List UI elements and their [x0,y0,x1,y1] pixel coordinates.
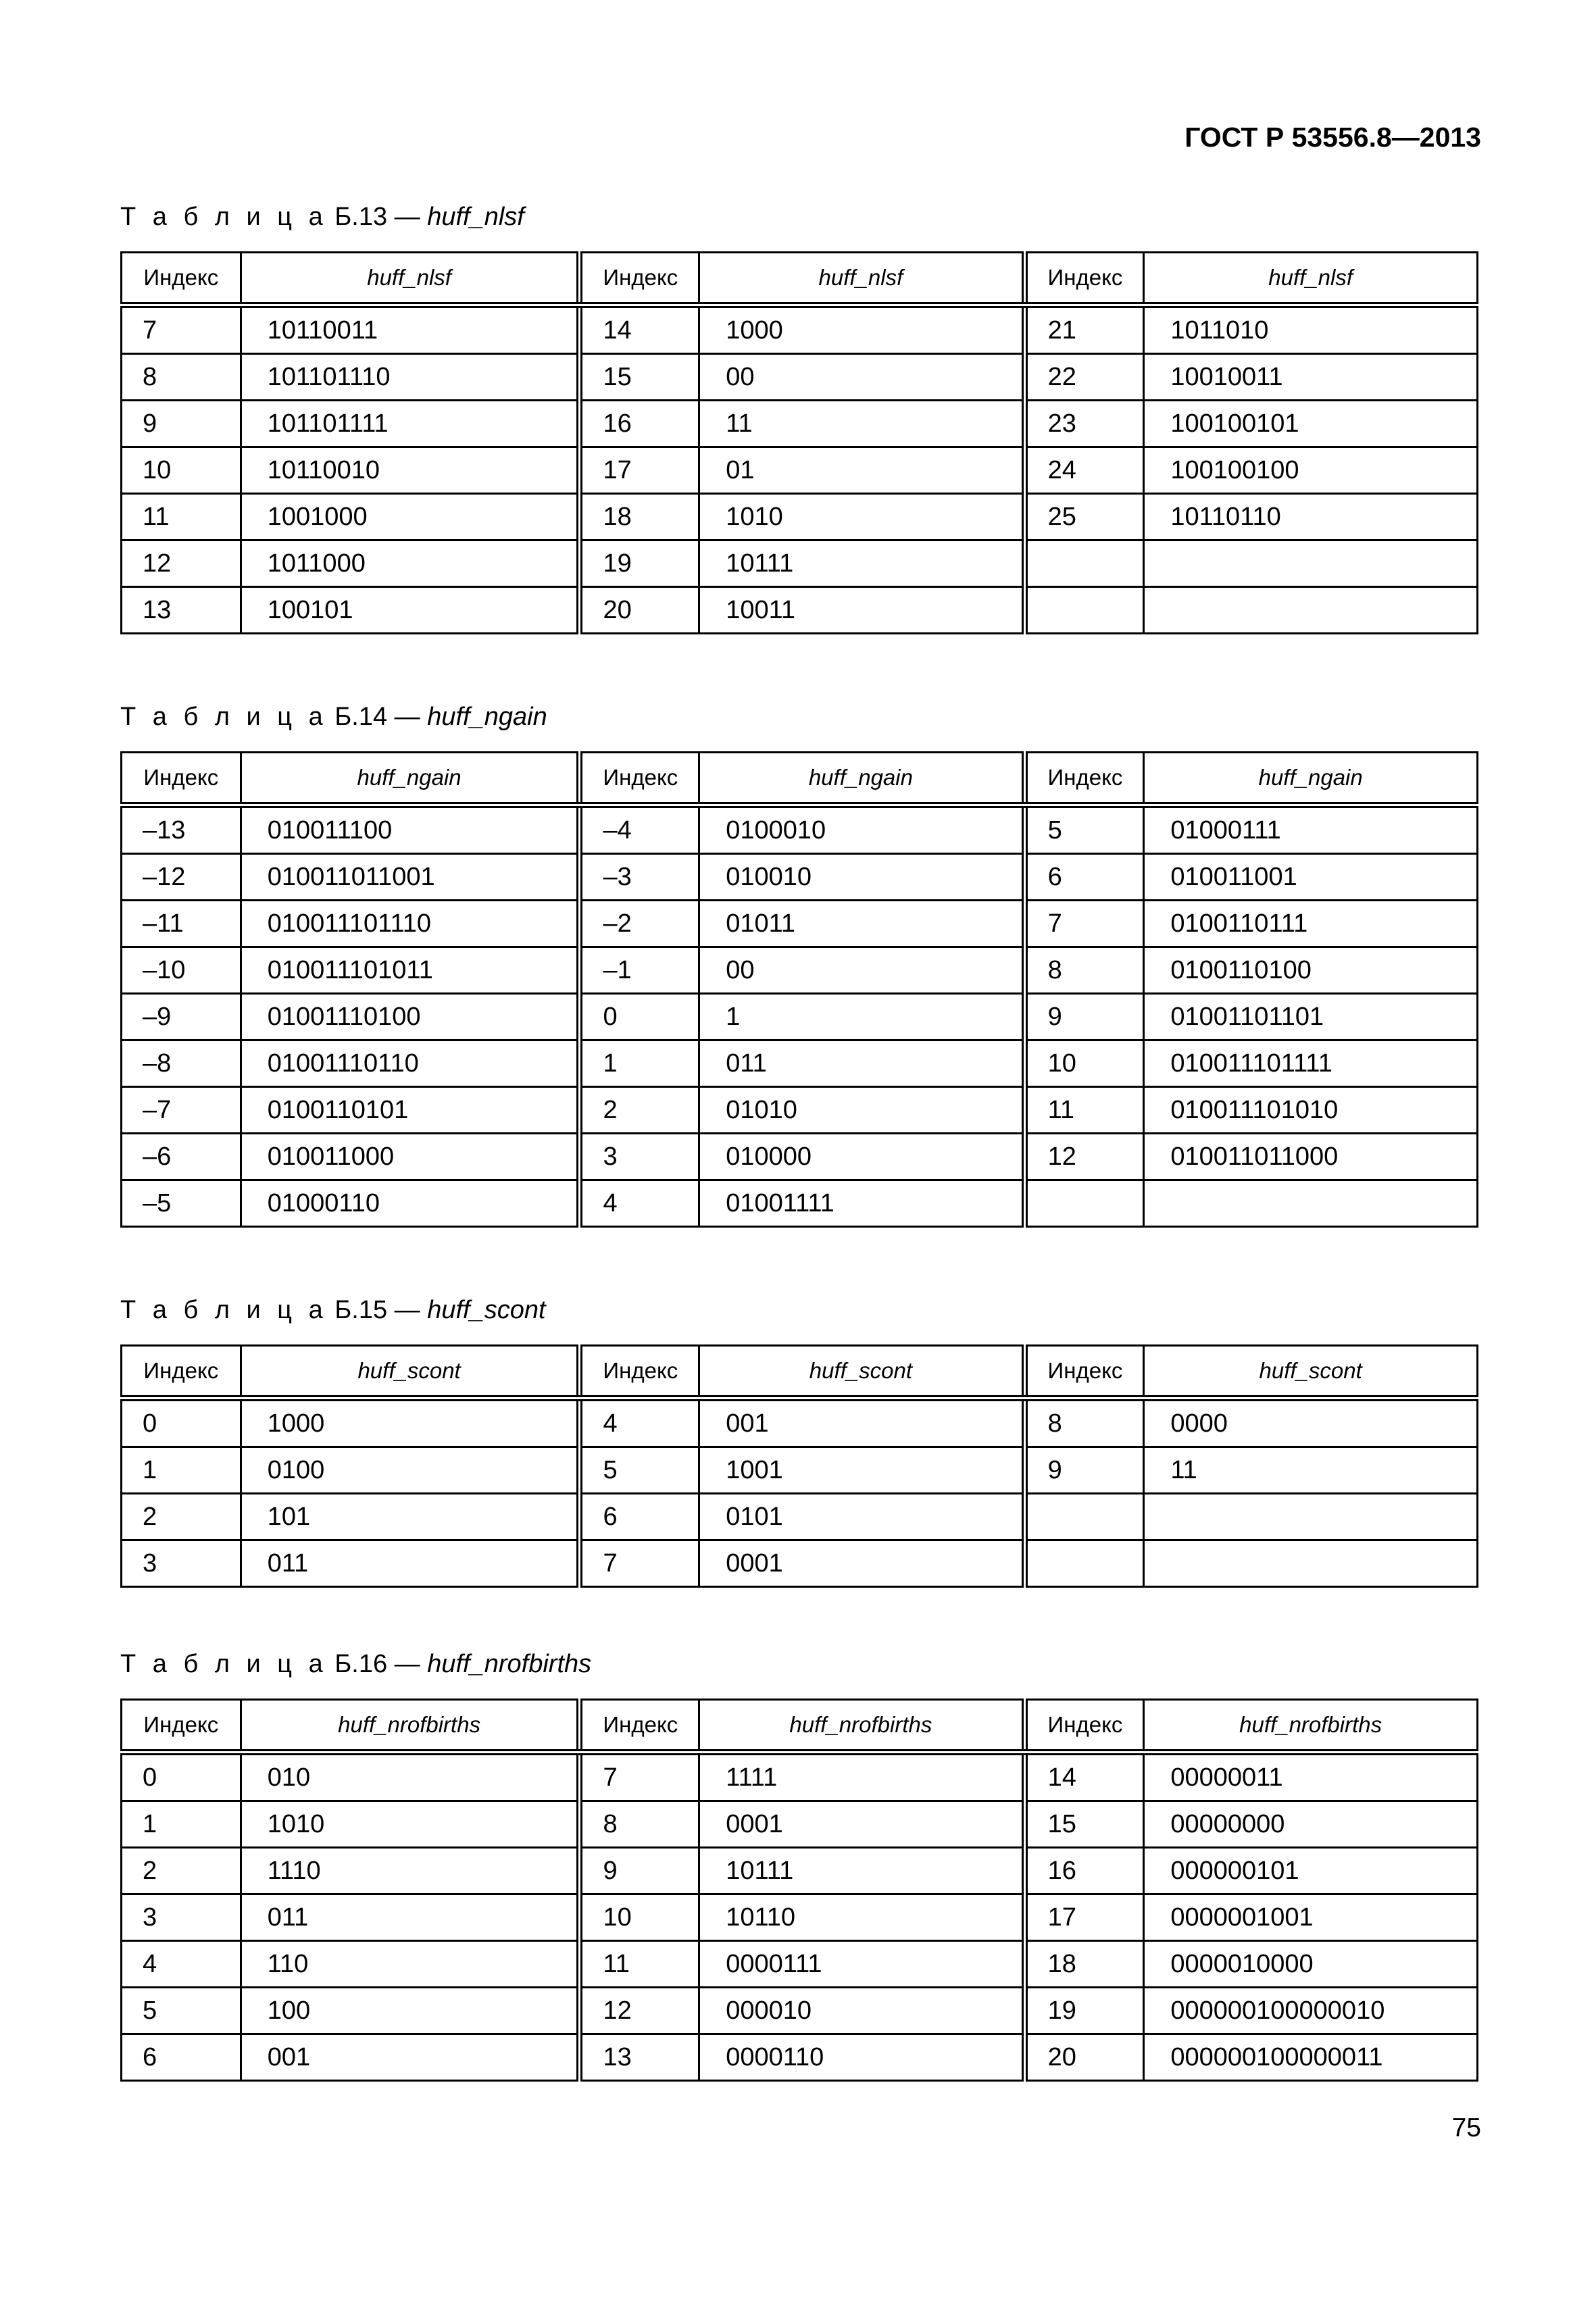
column-header-code: huff_nlsf [1144,253,1478,305]
caption-number: Б.14 — [334,703,420,731]
index-cell: 9 [580,1848,699,1894]
index-cell: 1 [122,1447,241,1494]
code-cell: 1010 [699,494,1024,540]
column-header-index: Индекс [1024,253,1144,305]
code-cell [1144,1540,1478,1587]
code-cell: 100100100 [1144,447,1478,494]
standard-designation: ГОСТ Р 53556.8—2013 [1184,122,1481,153]
table-caption [120,703,547,732]
index-cell: 10 [580,1894,699,1941]
code-cell: 011 [241,1540,580,1587]
index-cell: –5 [122,1180,241,1227]
index-cell: 14 [580,305,699,354]
code-cell: 01000111 [1144,805,1478,854]
code-cell: 011 [241,1894,580,1941]
index-cell: 4 [580,1180,699,1227]
index-cell: –3 [580,854,699,901]
table-row [122,1988,1478,2034]
code-cell: 0000001001 [1144,1894,1478,1941]
column-header-code: huff_nrofbirths [699,1700,1024,1753]
column-header-index: Индекс [1024,1346,1144,1399]
column-header-code: huff_scont [241,1346,580,1399]
code-cell: 00 [699,947,1024,994]
table-row [122,305,1478,354]
code-cell: 11 [1144,1447,1478,1494]
caption-name: huff_nlsf [427,203,524,231]
code-cell: 101 [241,1494,580,1540]
index-cell: 17 [1024,1894,1144,1941]
caption-name: huff_ngain [427,703,547,731]
index-cell: 7 [1024,901,1144,947]
index-cell: 20 [580,587,699,634]
index-cell: 10 [1024,1040,1144,1087]
code-cell: 1010 [241,1801,580,1848]
table-row [122,1134,1478,1180]
index-cell: –12 [122,854,241,901]
index-cell: 6 [580,1494,699,1540]
code-cell: 01000110 [241,1180,580,1227]
table-row [122,1399,1478,1447]
code-cell: 100101 [241,587,580,634]
code-cell [1144,587,1478,634]
index-cell: 6 [1024,854,1144,901]
code-table [120,251,1478,634]
table-row [122,1494,1478,1540]
code-cell: 100100101 [1144,401,1478,447]
column-header-index: Индекс [122,1700,241,1753]
code-cell: 01010 [699,1087,1024,1134]
code-cell: 00000011 [1144,1753,1478,1801]
code-cell: 0000110 [699,2034,1024,2081]
code-cell: 0100110111 [1144,901,1478,947]
code-cell: 01001110100 [241,994,580,1040]
code-cell: 0000 [1144,1399,1478,1447]
column-header-index: Индекс [580,753,699,805]
code-cell: 100 [241,1988,580,2034]
code-cell: 1000 [699,305,1024,354]
index-cell: 11 [580,1941,699,1988]
code-cell: 10111 [699,1848,1024,1894]
index-cell: 1 [122,1801,241,1848]
index-cell: 16 [580,401,699,447]
index-cell: 5 [1024,805,1144,854]
index-cell [1024,1540,1144,1587]
index-cell: –13 [122,805,241,854]
index-cell: –10 [122,947,241,994]
table-header-row [122,753,1478,805]
index-cell: 21 [1024,305,1144,354]
index-cell: 2 [122,1848,241,1894]
index-cell [1024,587,1144,634]
code-cell: 010011001 [1144,854,1478,901]
index-cell: 3 [580,1134,699,1180]
index-cell: 2 [122,1494,241,1540]
index-cell: 12 [1024,1134,1144,1180]
index-cell: 15 [1024,1801,1144,1848]
code-cell: 000000100000011 [1144,2034,1478,2081]
index-cell: 13 [580,2034,699,2081]
index-cell [1024,1494,1144,1540]
index-cell: 8 [1024,947,1144,994]
column-header-index: Индекс [122,253,241,305]
index-cell: 3 [122,1894,241,1941]
index-cell: 7 [580,1540,699,1587]
code-cell: 00 [699,354,1024,401]
code-cell: 0001 [699,1801,1024,1848]
caption-number: Б.16 — [334,1650,420,1678]
code-cell: 10110110 [1144,494,1478,540]
index-cell: –1 [580,947,699,994]
index-cell: 19 [1024,1988,1144,2034]
code-cell: 01001110110 [241,1040,580,1087]
code-cell: 010011011001 [241,854,580,901]
index-cell: –7 [122,1087,241,1134]
index-cell: –8 [122,1040,241,1087]
index-cell: 5 [122,1988,241,2034]
index-cell: 7 [580,1753,699,1801]
code-cell: 0100110101 [241,1087,580,1134]
code-cell: 1011010 [1144,305,1478,354]
code-cell: 010011101110 [241,901,580,947]
index-cell: –11 [122,901,241,947]
code-cell: 01001101101 [1144,994,1478,1040]
code-cell: 00000000 [1144,1801,1478,1848]
index-cell [1024,540,1144,587]
index-cell: 0 [580,994,699,1040]
index-cell: 12 [580,1988,699,2034]
index-cell: –2 [580,901,699,947]
column-header-code: huff_nrofbirths [1144,1700,1478,1753]
code-cell: 0000010000 [1144,1941,1478,1988]
column-header-index: Индекс [580,253,699,305]
code-cell: 010011000 [241,1134,580,1180]
code-cell: 01011 [699,901,1024,947]
table-row [122,447,1478,494]
column-header-code: huff_scont [1144,1346,1478,1399]
index-cell: 9 [1024,1447,1144,1494]
index-cell: 7 [122,305,241,354]
code-cell: 010011101011 [241,947,580,994]
code-cell: 010011101010 [1144,1087,1478,1134]
column-header-index: Индекс [122,753,241,805]
code-cell [1144,1494,1478,1540]
code-cell: 0101 [699,1494,1024,1540]
index-cell: 3 [122,1540,241,1587]
table-caption [120,1650,591,1679]
table-row [122,540,1478,587]
table-row [122,1180,1478,1227]
table-row [122,805,1478,854]
index-cell: 15 [580,354,699,401]
index-cell: 12 [122,540,241,587]
code-table [120,1344,1478,1588]
table-row [122,1447,1478,1494]
column-header-code: huff_ngain [699,753,1024,805]
column-header-code: huff_nrofbirths [241,1700,580,1753]
code-cell: 11 [699,401,1024,447]
caption-label: Т а б л и ц а [120,1296,328,1324]
index-cell: 6 [122,2034,241,2081]
table-header-row [122,1700,1478,1753]
index-cell: 17 [580,447,699,494]
index-cell: 13 [122,587,241,634]
column-header-code: huff_nlsf [241,253,580,305]
code-cell: 0100110100 [1144,947,1478,994]
table-row [122,994,1478,1040]
code-cell: 1011000 [241,540,580,587]
column-header-index: Индекс [122,1346,241,1399]
index-cell: 14 [1024,1753,1144,1801]
index-cell [1024,1180,1144,1227]
code-cell: 0001 [699,1540,1024,1587]
code-cell: 010011101111 [1144,1040,1478,1087]
code-cell: 10111 [699,540,1024,587]
code-cell [1144,540,1478,587]
index-cell: 8 [580,1801,699,1848]
index-cell: 20 [1024,2034,1144,2081]
index-cell: 23 [1024,401,1144,447]
code-cell: 101101111 [241,401,580,447]
code-cell: 010011011000 [1144,1134,1478,1180]
table-row [122,1941,1478,1988]
table-row [122,854,1478,901]
code-cell: 011 [699,1040,1024,1087]
code-cell: 1110 [241,1848,580,1894]
index-cell: 10 [122,447,241,494]
column-header-code: huff_nlsf [699,253,1024,305]
index-cell: 18 [1024,1941,1144,1988]
code-table [120,751,1478,1228]
table-row [122,587,1478,634]
code-cell: 010010 [699,854,1024,901]
caption-label: Т а б л и ц а [120,203,328,231]
code-cell: 010 [241,1753,580,1801]
column-header-index: Индекс [1024,753,1144,805]
column-header-code: huff_ngain [1144,753,1478,805]
index-cell: 5 [580,1447,699,1494]
code-cell: 10110010 [241,447,580,494]
index-cell: 1 [580,1040,699,1087]
code-cell: 1001 [699,1447,1024,1494]
code-cell: 000010 [699,1988,1024,2034]
table-row [122,494,1478,540]
column-header-code: huff_scont [699,1346,1024,1399]
code-cell: 0000111 [699,1941,1024,1988]
code-cell: 1 [699,994,1024,1040]
code-cell: 000000100000010 [1144,1988,1478,2034]
table-caption [120,1296,546,1325]
code-cell: 0100 [241,1447,580,1494]
index-cell: 8 [122,354,241,401]
code-cell: 10110011 [241,305,580,354]
column-header-code: huff_ngain [241,753,580,805]
table-row [122,947,1478,994]
index-cell: 9 [1024,994,1144,1040]
index-cell: 4 [122,1941,241,1988]
caption-name: huff_scont [427,1296,546,1324]
index-cell: 11 [1024,1087,1144,1134]
code-cell: 01001111 [699,1180,1024,1227]
table-header-row [122,1346,1478,1399]
code-cell: 1001000 [241,494,580,540]
index-cell: 8 [1024,1399,1144,1447]
table-row [122,1848,1478,1894]
index-cell: 11 [122,494,241,540]
code-cell: 1000 [241,1399,580,1447]
code-cell: 1111 [699,1753,1024,1801]
code-cell: 10011 [699,587,1024,634]
column-header-index: Индекс [1024,1700,1144,1753]
index-cell: 19 [580,540,699,587]
table-row [122,354,1478,401]
index-cell: 24 [1024,447,1144,494]
table-header-row [122,253,1478,305]
code-cell: 000000101 [1144,1848,1478,1894]
caption-name: huff_nrofbirths [427,1650,592,1678]
column-header-index: Индекс [580,1346,699,1399]
caption-number: Б.15 — [334,1296,420,1324]
table-row [122,2034,1478,2081]
index-cell: 25 [1024,494,1144,540]
code-cell: 001 [699,1399,1024,1447]
index-cell: 18 [580,494,699,540]
code-cell: 010011100 [241,805,580,854]
column-header-index: Индекс [580,1700,699,1753]
index-cell: 2 [580,1087,699,1134]
caption-number: Б.13 — [334,203,420,231]
code-cell: 10110 [699,1894,1024,1941]
table-row [122,1894,1478,1941]
table-row [122,401,1478,447]
index-cell: –9 [122,994,241,1040]
code-cell: 101101110 [241,354,580,401]
index-cell: 16 [1024,1848,1144,1894]
code-cell: 0100010 [699,805,1024,854]
code-cell: 10010011 [1144,354,1478,401]
table-row [122,1087,1478,1134]
code-cell: 01 [699,447,1024,494]
index-cell: 0 [122,1399,241,1447]
index-cell: 22 [1024,354,1144,401]
table-row [122,1040,1478,1087]
index-cell: 9 [122,401,241,447]
code-cell [1144,1180,1478,1227]
index-cell: 0 [122,1753,241,1801]
table-row [122,1540,1478,1587]
index-cell: –6 [122,1134,241,1180]
table-row [122,1753,1478,1801]
code-cell: 010000 [699,1134,1024,1180]
table-caption [120,203,524,232]
table-row [122,901,1478,947]
code-cell: 001 [241,2034,580,2081]
caption-label: Т а б л и ц а [120,703,328,731]
code-cell: 110 [241,1941,580,1988]
table-row [122,1801,1478,1848]
index-cell: 4 [580,1399,699,1447]
code-table [120,1699,1478,2082]
page-number: 75 [1451,2113,1481,2142]
caption-label: Т а б л и ц а [120,1650,328,1678]
index-cell: –4 [580,805,699,854]
